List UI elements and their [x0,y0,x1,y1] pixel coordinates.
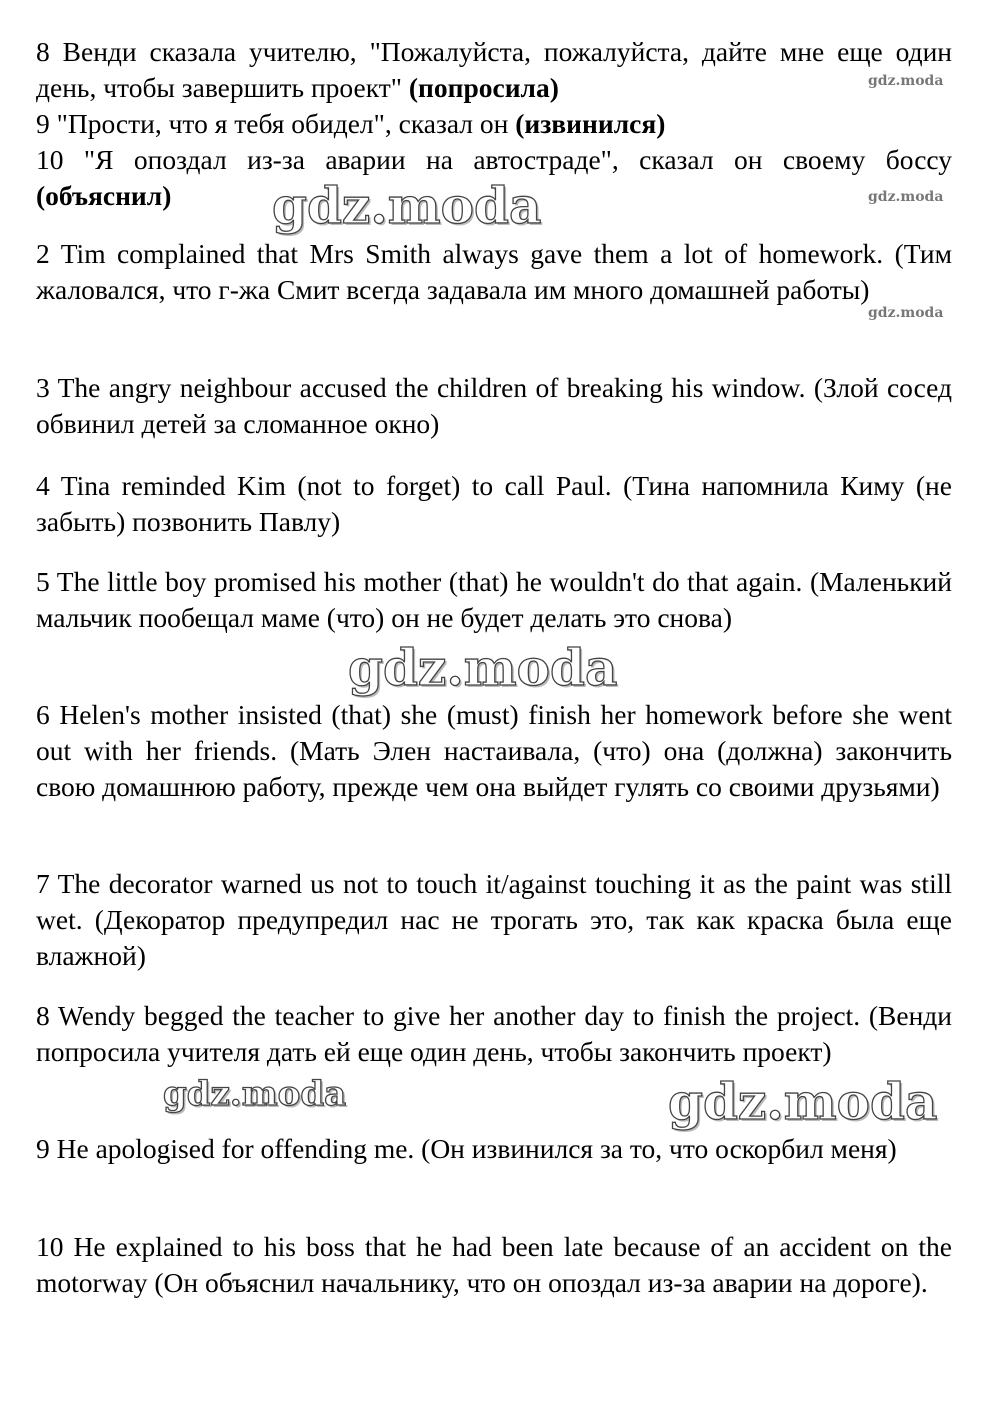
watermark-large-3: gdz.moda [668,1072,938,1131]
bold-verb: (извинился) [515,108,666,139]
paragraph-5: 3 The angry neighbour accused the children of breaking his window. (Злой сосед обвинил детей за сломанное окно) [36,372,952,439]
watermark-large-1: gdz.moda [272,176,542,235]
bold-verb: (попросила) [408,72,559,103]
paragraph-11: 9 He apologised for offending me. (Он извинился за то, что оскорбил меня) [36,1133,897,1164]
watermark-small-3: gdz.moda [868,305,944,321]
watermark-medium-1: gdz.moda [163,1074,347,1114]
paragraph-10: 8 Wendy begged the teacher to give her another day to finish the project. (Венди попросила учителя дать ей еще один день, чтобы закончить проект) [36,1000,952,1067]
paragraph-1: 8 Венди сказала учителю, "Пожалуйста, пожалуйста, дайте мне еще один день, чтобы завершить проект" (попросила) [36,36,952,103]
paragraph-9: 7 The decorator warned us not to touch it/against touching it as the paint was still wet. (Декоратор предупредил нас не трогать это, так как краска была еще влажной) [36,868,952,971]
watermark-large-2: gdz.moda [348,638,618,697]
paragraph-8: 6 Helen's mother insisted (that) she (must) finish her homework before she went out with her friends. (Мать Элен настаивала, (что) она (должна) закончить свою домашнюю работу, прежде чем она выйдет гулять со своими друзьями) [36,699,952,802]
watermark-small-2: gdz.moda [868,189,944,205]
paragraph-2: 9 "Прости, что я тебя обидел", сказал он (извинился) [36,108,666,139]
paragraph-7: 5 The little boy promised his mother (that) he wouldn't do that again. (Маленький мальчик пообещал маме (что) он не будет делать это снова) [36,566,952,633]
bold-verb: (объяснил) [36,180,172,211]
paragraph-6: 4 Tina reminded Kim (not to forget) to call Paul. (Тина напомнила Киму (не забыть) позвонить Павлу) [36,470,952,537]
paragraph-4: 2 Tim complained that Mrs Smith always gave them a lot of homework. (Тим жаловался, что г-жа Смит всегда задавала им много домашней работы) [36,238,952,305]
watermark-small-1: gdz.moda [868,73,944,89]
paragraph-12: 10 He explained to his boss that he had been late because of an accident on the motorway (Он объяснил начальнику, что он опоздал из-за аварии на дороге). [36,1231,952,1298]
paragraph-3: 10 "Я опоздал из-за аварии на автостраде", сказал он своему боссу (объяснил) [36,144,952,211]
